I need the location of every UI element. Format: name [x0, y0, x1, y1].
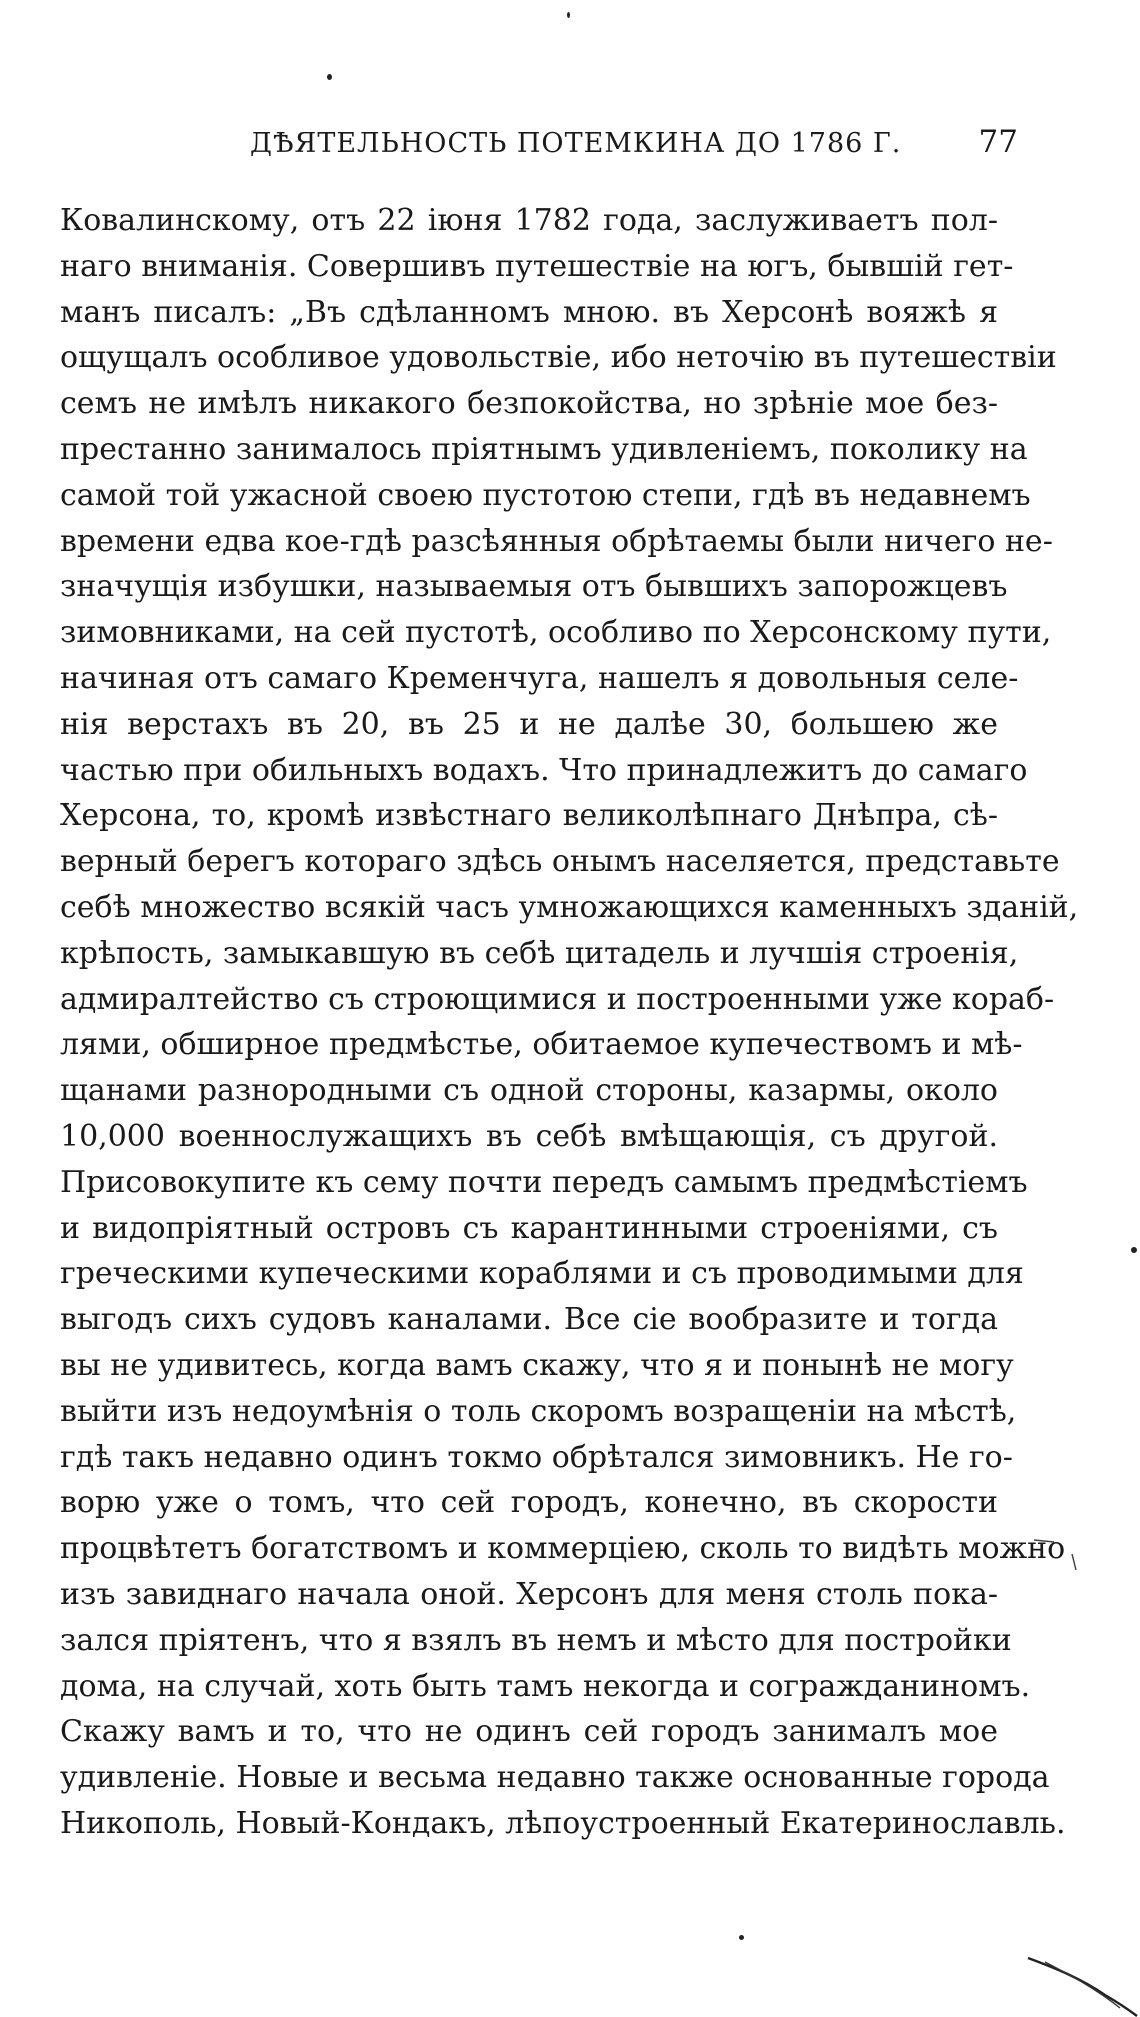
text-line: дома, на случай, хоть быть тамъ некогда и согражданиномъ. [60, 1668, 1031, 1704]
text-line: значущія избушки, называемыя отъ бывшихъ запорожцевъ [60, 569, 1008, 605]
text-line: Ковалинскому, отъ 22 іюня 1782 года, заслуживаетъ пол- [60, 203, 998, 238]
text-line: лями, обширное предмѣстье, обитаемое купечествомъ и мѣ- [60, 1027, 1023, 1063]
text-line: изъ завиднаго начала оной. Херсонъ для меня столь пока- [60, 1576, 998, 1612]
text-line: адмиралтейство съ строющимися и построенными уже кораб- [60, 981, 1055, 1017]
text-line: самой той ужасной своею пустотою степи, гдѣ въ недавнемъ [60, 477, 1031, 513]
text-line: удивленіе. Новые и весьма недавно также основанные города [60, 1760, 1050, 1796]
text-line: выйти изъ недоумѣнія о толь скоромъ возращеніи на мѣстѣ, [60, 1393, 1017, 1429]
text-line: престанно занималось пріятнымъ удивленіемъ, поколику на [60, 431, 1028, 467]
text-line: процвѣтетъ богатствомъ и коммерціею, сколь то видѣть можно [60, 1531, 1066, 1567]
body-text [60, 198, 1079, 1847]
text-line: зимовниками, на сей пустотѣ, особливо по Херсонскому пути, [60, 615, 1052, 651]
text-line: ворю уже о томъ, что сей городъ, конечно, въ скорости [60, 1485, 998, 1521]
text-line: семъ не имѣлъ никакого безпокойства, но зрѣніе мое без- [60, 386, 998, 422]
text-line: частью при обильныхъ водахъ. Что принадлежитъ до самаго [60, 752, 1028, 788]
scan-speck [567, 12, 570, 18]
text-line: времени едва кое-гдѣ разсѣянныя обрѣтаемы были ничего не- [60, 523, 1053, 559]
scan-speck [1131, 1247, 1137, 1253]
running-head-title: ДѢЯТЕЛЬНОСТЬ ПОТЕМКИНА ДО 1786 Г. [250, 128, 902, 159]
text-line: выгодъ сихъ судовъ каналами. Все сіе вообразите и тогда [60, 1302, 998, 1338]
text-line: верный берегъ котораго здѣсь онымъ населяется, представьте [60, 844, 1060, 880]
text-line: манъ писалъ: „Въ сдѣланномъ мною. въ Херсонѣ вояжѣ я [60, 294, 998, 330]
text-line: крѣпость, замыкавшую въ себѣ цитадель и лучшія строенія, [60, 935, 1019, 971]
page-number: 77 [978, 124, 1018, 160]
text-line: Скажу вамъ и то, что не одинъ сей городъ занималъ мое [60, 1714, 998, 1750]
scan-speck [739, 1935, 744, 1940]
text-line: нія верстахъ въ 20, въ 25 и не далѣе 30, большею же [60, 706, 998, 742]
text-line: зался пріятенъ, что я взялъ въ немъ и мѣсто для постройки [60, 1622, 1012, 1658]
text-line: гдѣ такъ недавно одинъ токмо обрѣтался зимовникъ. Не го- [60, 1439, 1013, 1475]
margin-pencil-mark [1025, 1940, 1140, 2017]
text-line: себѣ множество всякій часъ умножающихся каменныхъ зданій, [60, 889, 1079, 925]
text-line: наго вниманія. Совершивъ путешествіе на югъ, бывшій гет- [60, 248, 1014, 284]
text-line: щанами разнородными съ одной стороны, казармы, около [60, 1073, 998, 1109]
text-line: Никополь, Новый-Кондакъ, лѣпоустроенный Екатеринославль. [60, 1805, 1066, 1841]
scan-speck [327, 74, 332, 80]
text-line: вы не удивитесь, когда вамъ скажу, что я и понынѣ не могу [60, 1347, 1014, 1383]
text-line: греческими купеческими кораблями и съ проводимыми для [60, 1256, 1024, 1292]
text-line: Присовокупите къ сему почти передъ самымъ предмѣстіемъ [60, 1164, 1028, 1200]
text-line: и видопріятный островъ съ карантинными строеніями, съ [60, 1210, 998, 1246]
text-line: ощущалъ особливое удовольствіе, ибо неточію въ путешествіи [60, 340, 1057, 376]
text-line: 10,000 военнослужащихъ въ себѣ вмѣщающія, съ другой. [60, 1118, 998, 1154]
text-line: начиная отъ самаго Кременчуга, нашелъ я довольныя селе- [60, 660, 1019, 696]
text-line: Херсона, то, кромѣ извѣстнаго великолѣпнаго Днѣпра, сѣ- [60, 798, 998, 834]
